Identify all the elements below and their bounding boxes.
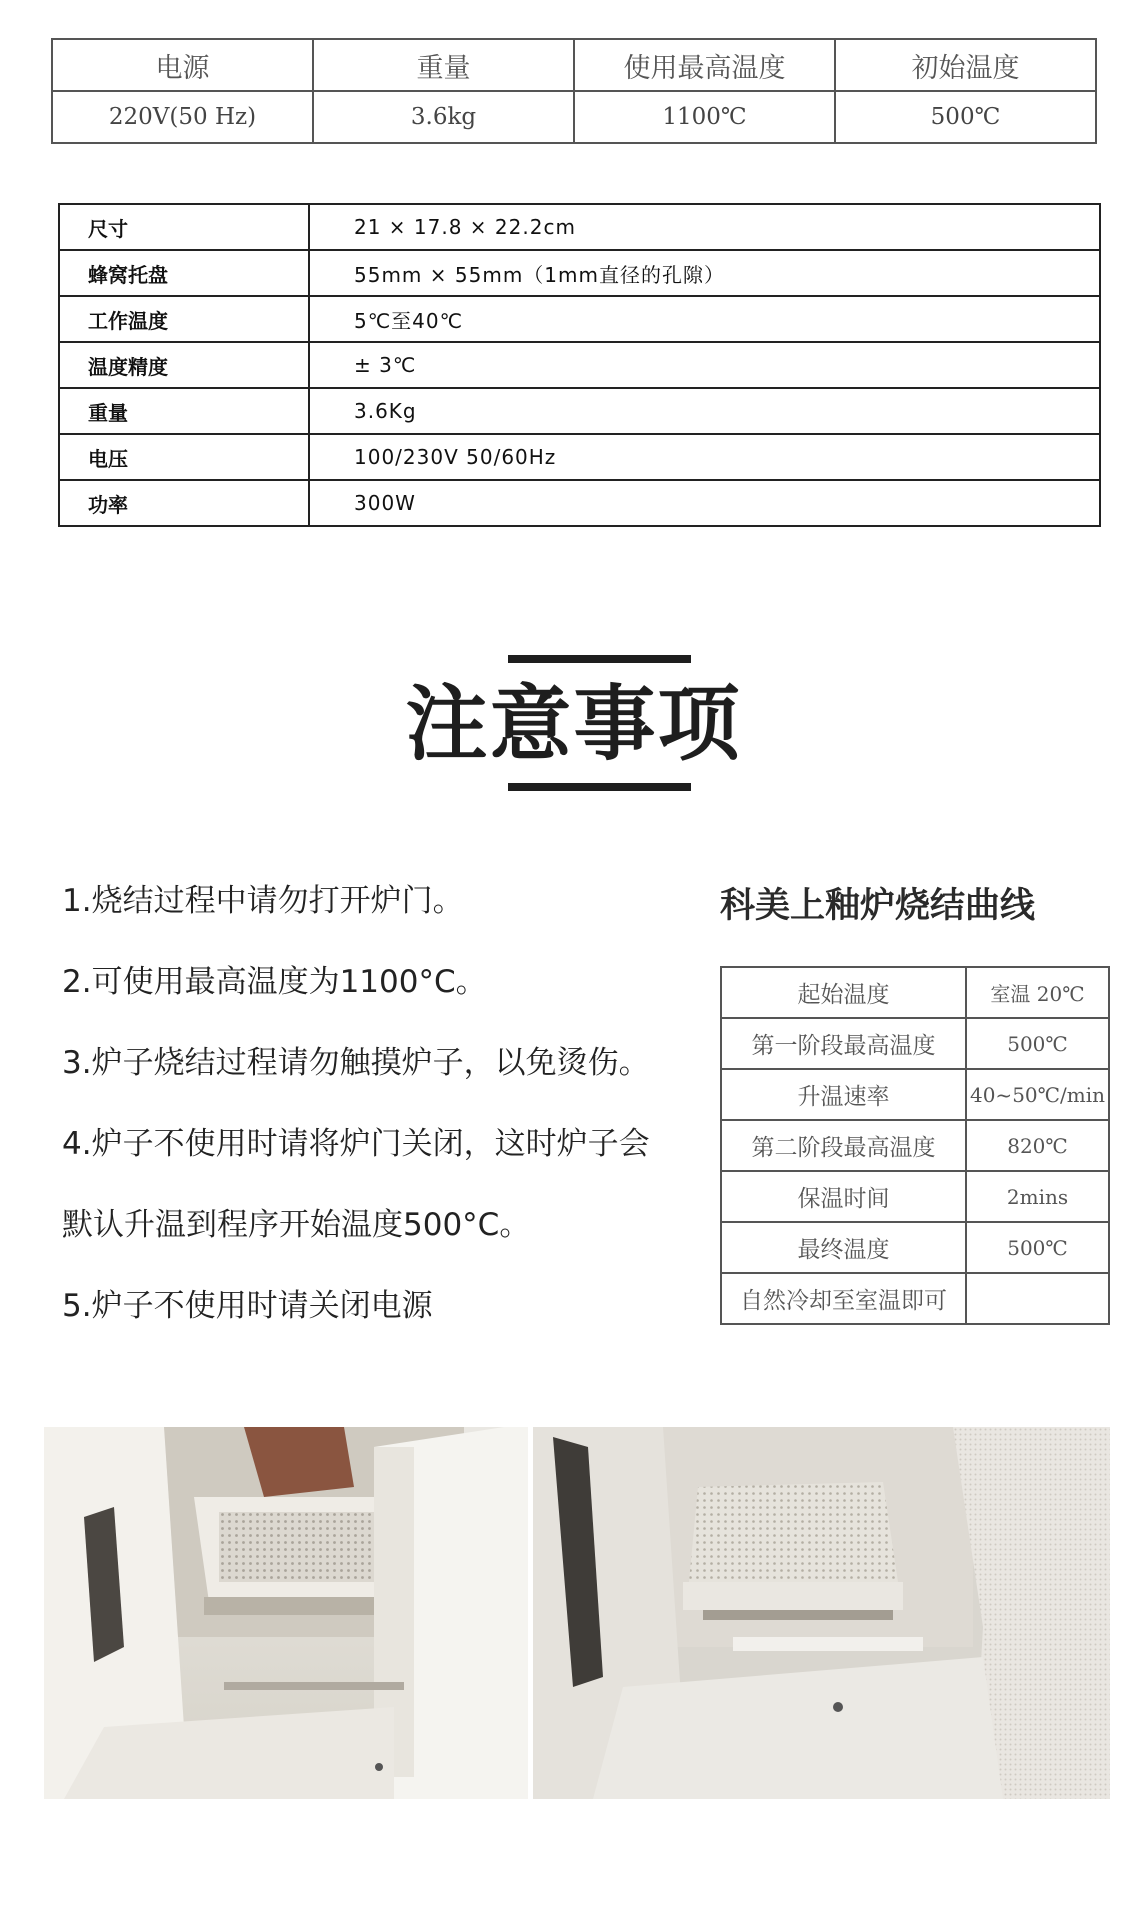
spec-value: 300W [309, 480, 1100, 526]
note-item: 4.炉子不使用时请将炉门关闭，这时炉子会 [62, 1126, 650, 1162]
furnace-photo-tray [533, 1427, 1110, 1799]
table-row [59, 388, 1100, 434]
table-row [59, 480, 1100, 526]
spec-label: 尺寸 [59, 204, 309, 250]
section-heading-block [0, 655, 1147, 795]
table-row [59, 250, 1100, 296]
curve-value: 2mins [966, 1171, 1109, 1222]
spec-label: 功率 [59, 480, 309, 526]
curve-value: 820℃ [966, 1120, 1109, 1171]
curve-label: 升温速率 [721, 1069, 966, 1120]
spec-table-detail [58, 203, 1101, 527]
curve-label: 自然冷却至室温即可 [721, 1273, 966, 1324]
curve-label: 起始温度 [721, 967, 966, 1018]
curve-value [966, 1273, 1109, 1324]
spec-label: 电压 [59, 434, 309, 480]
spec-label: 温度精度 [59, 342, 309, 388]
spec-value: 500℃ [835, 91, 1096, 143]
table-row [59, 204, 1100, 250]
heading-rule-bottom [508, 783, 691, 791]
table-row [721, 1222, 1109, 1273]
curve-label: 最终温度 [721, 1222, 966, 1273]
curve-value: 500℃ [966, 1018, 1109, 1069]
table-row [59, 342, 1100, 388]
spec-header: 电源 [52, 39, 313, 91]
spec-value: 3.6Kg [309, 388, 1100, 434]
table-row [721, 1273, 1109, 1324]
curve-value: 40~50℃/min [966, 1069, 1109, 1120]
note-item: 3.炉子烧结过程请勿触摸炉子，以免烫伤。 [62, 1045, 650, 1081]
curve-label: 第一阶段最高温度 [721, 1018, 966, 1069]
curve-value: 500℃ [966, 1222, 1109, 1273]
table-row [59, 296, 1100, 342]
spec-header: 初始温度 [835, 39, 1096, 91]
curve-label: 保温时间 [721, 1171, 966, 1222]
spec-value: 100/230V 50/60Hz [309, 434, 1100, 480]
table-row [721, 1018, 1109, 1069]
table-row [721, 1171, 1109, 1222]
spec-label: 蜂窝托盘 [59, 250, 309, 296]
spec-label: 重量 [59, 388, 309, 434]
spec-value: 21 × 17.8 × 22.2cm [309, 204, 1100, 250]
section-heading: 注意事项 [405, 677, 742, 772]
heading-rule-top [508, 655, 691, 663]
note-item: 默认升温到程序开始温度500°C。 [62, 1207, 531, 1243]
spec-header: 使用最高温度 [574, 39, 835, 91]
note-item: 2.可使用最高温度为1100°C。 [62, 964, 487, 1000]
table-row [721, 967, 1109, 1018]
notes-list [62, 876, 702, 1362]
note-item: 1.烧结过程中请勿打开炉门。 [62, 883, 464, 919]
curve-value: 室温 20℃ [966, 967, 1109, 1018]
spec-label: 工作温度 [59, 296, 309, 342]
table-row [721, 1069, 1109, 1120]
spec-value: 55mm × 55mm（1mm直径的孔隙） [309, 250, 1100, 296]
spec-value: ± 3℃ [309, 342, 1100, 388]
spec-table-summary [51, 38, 1097, 144]
curve-label: 第二阶段最高温度 [721, 1120, 966, 1171]
spec-header: 重量 [313, 39, 574, 91]
spec-value: 3.6kg [313, 91, 574, 143]
curve-table [720, 966, 1110, 1325]
spec-value: 220V(50 Hz) [52, 91, 313, 143]
curve-title: 科美上釉炉烧结曲线 [720, 886, 1036, 926]
note-item: 5.炉子不使用时请关闭电源 [62, 1288, 433, 1324]
table-row [721, 1120, 1109, 1171]
spec-value: 5℃至40℃ [309, 296, 1100, 342]
spec-value: 1100℃ [574, 91, 835, 143]
table-row [59, 434, 1100, 480]
furnace-photo-open-door [44, 1427, 528, 1799]
